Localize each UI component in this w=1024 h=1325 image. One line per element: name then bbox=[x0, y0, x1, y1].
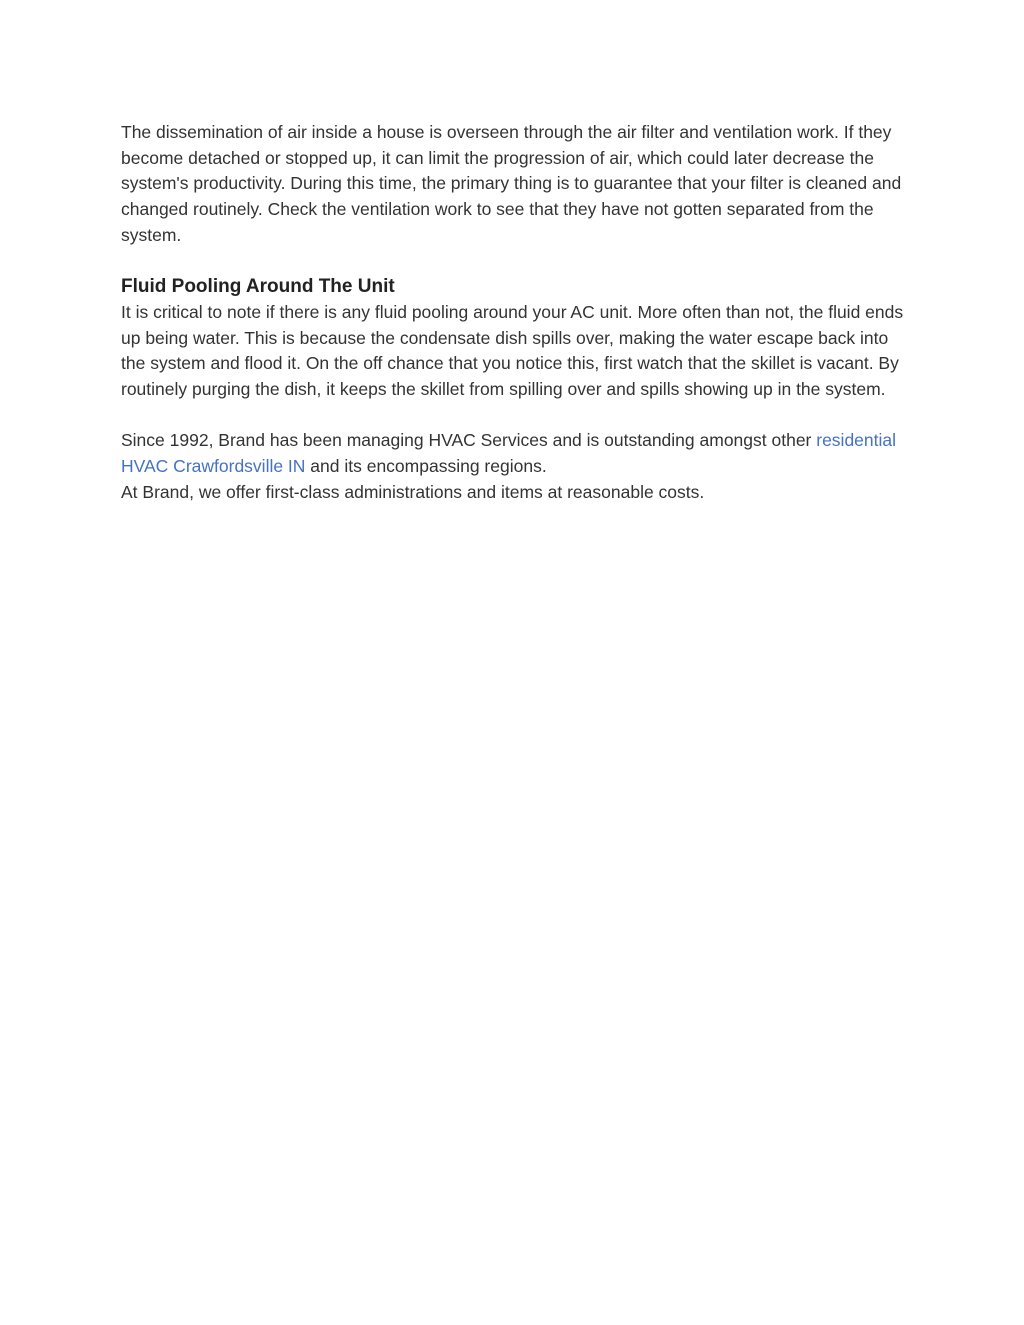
residential-hvac-link[interactable]: residential HVAC Crawfordsville IN bbox=[121, 430, 897, 477]
closing-paragraph bbox=[121, 428, 906, 479]
closing-intro-text: Since 1992, Brand has been managing HVAC Services and is outstanding amongst other bbox=[121, 430, 817, 451]
final-line: At Brand, we offer first-class administrations and items at reasonable costs. bbox=[121, 481, 705, 502]
document-page bbox=[121, 120, 906, 506]
spacer bbox=[121, 249, 906, 275]
intro-paragraph: The dissemination of air inside a house is overseen through the air filter and ventilation work. If they become detached or stopped up, it can limit the progression of air, which could later decrease the system's productivity. During this time, the primary thing is to guarantee that your filter is cleaned and changed routinely. Check the ventilation work to see that they have not gotten separated from the system. bbox=[121, 122, 902, 245]
closing-after-link-text: and its encompassing regions. bbox=[305, 456, 547, 477]
section-heading: Fluid Pooling Around The Unit bbox=[121, 276, 395, 298]
spacer bbox=[121, 403, 906, 429]
section-paragraph: It is critical to note if there is any fluid pooling around your AC unit. More often than not, the fluid ends up being water. This is because the condensate dish spills over, making the water escape back into the system and flood it. On the off chance that you notice this, first watch that the skillet is vacant. By routinely purging the dish, it keeps the skillet from spilling over and spills showing up in the system. bbox=[121, 301, 904, 400]
